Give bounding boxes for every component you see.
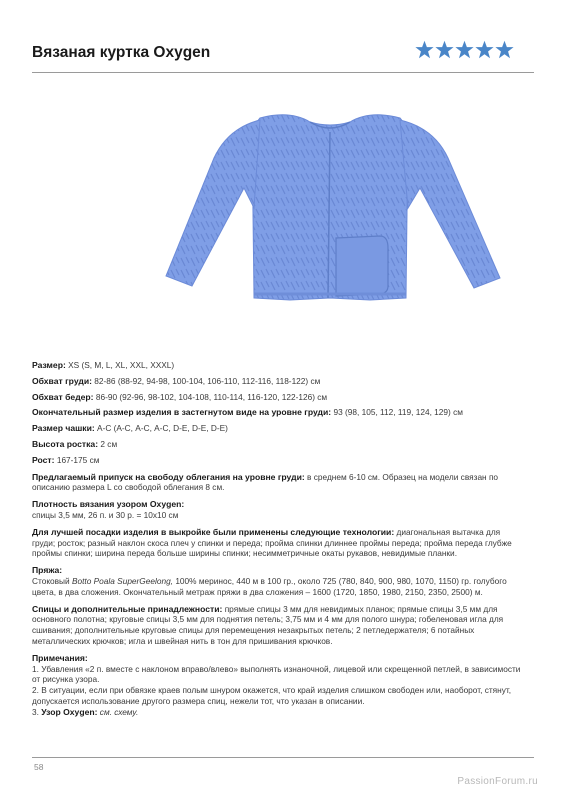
star-icon (415, 40, 434, 59)
star-icon (435, 40, 454, 59)
hips-line: Обхват бедер: 86-90 (92-96, 98-102, 104-108, 110-114, 116-120, 122-126) см (32, 391, 328, 402)
ease-paragraph: Предлагаемый припуск на свободу облегания на уровне груди: в среднем 6-10 см. Образец на модели связан по описанию размера L со свободой облегания 8 см. (32, 471, 499, 493)
page-title: Вязаная куртка Oxygen (32, 44, 211, 61)
size-line: Размер: XS (S, M, L, XL, XXL, XXXL) (32, 360, 175, 370)
yarn-paragraph: Пряжа: Стоковый Botto Poala SuperGeelong, 100% меринос, 440 м в 100 гр., около 725 (780, 840, 900, 980, 1070, 1150) гр. голубого цвета, в два сложения. Окончательный метраж пряжи в два сложения – 1600 (1720, 1850, 1980, 2150, 2350, 2500) м. (32, 565, 507, 597)
needles-paragraph: Спицы и дополнительные принадлежности: прямые спицы 3 мм для невидимых планок; прямые спицы 3,5 мм для основного полотна; круговые спицы 3,5 мм для поднятия петель; 3,75 мм и 4 мм для полого шнура; гобеленовая игла для сшивания; дополнительные круговые спицы для перемещения незакрытых петель; 2 петледержателя; 6 потайных металлических крючков; игла и швейная нить в тон для пришивания крючков. (32, 603, 504, 646)
footer-divider (32, 757, 534, 758)
fit-paragraph: Для лучшей посадки изделия в выкройке были применены следующие технологии: диагональная вытачка для груди; росток; разный наклон скоса плеч у спинки и переда; пройма спинки длиннее проймы переда; пройма переда глубже проймы спинки; ширина переда больше ширины спинки; несимметричные окаты рукавов, невидимые планки. (32, 526, 512, 559)
watermark: PassionForum.ru (457, 776, 538, 787)
bust-line: Обхват груди: 82-86 (88-92, 94-98, 100-104, 106-110, 112-116, 118-122) см (32, 375, 321, 386)
gauge-paragraph: Плотность вязания узором Oxygen: спицы 3,5 мм, 26 п. и 30 р. = 10х10 см (32, 499, 185, 520)
star-icon (455, 40, 474, 59)
final-size-line: Окончательный размер изделия в застегнутом виде на уровне груди: 93 (98, 105, 112, 119, 124, 129) см (32, 407, 463, 418)
page-number: 58 (34, 762, 44, 772)
armhole-line: Высота ростка: 2 см (32, 438, 118, 449)
notes-paragraph: Примечания: 1. Убавления «2 п. вместе с наклоном вправо/влево» выполнять изнаночной, лицевой или скрещенной петлей, в зависимости от рисунка узора. 2. В ситуации, если при обвязке краев полым шнуром окажется, что край изделия слишком свободен или, наоборот, стянут, допускается использование другого размера спиц, нежели тот, что указан в описании. 3. Узор Oxygen: см. схему. (32, 652, 521, 717)
star-icon (495, 40, 514, 59)
star-icon (475, 40, 494, 59)
cup-line: Размер чашки: А-С (А-С, А-С, А-С, D-E, D-E, D-E) (32, 423, 228, 434)
height-line: Рост: 167-175 см (32, 454, 100, 465)
rating-stars (415, 40, 514, 59)
header-divider (32, 72, 534, 73)
pattern-description (32, 360, 522, 724)
jacket-image (140, 88, 520, 328)
